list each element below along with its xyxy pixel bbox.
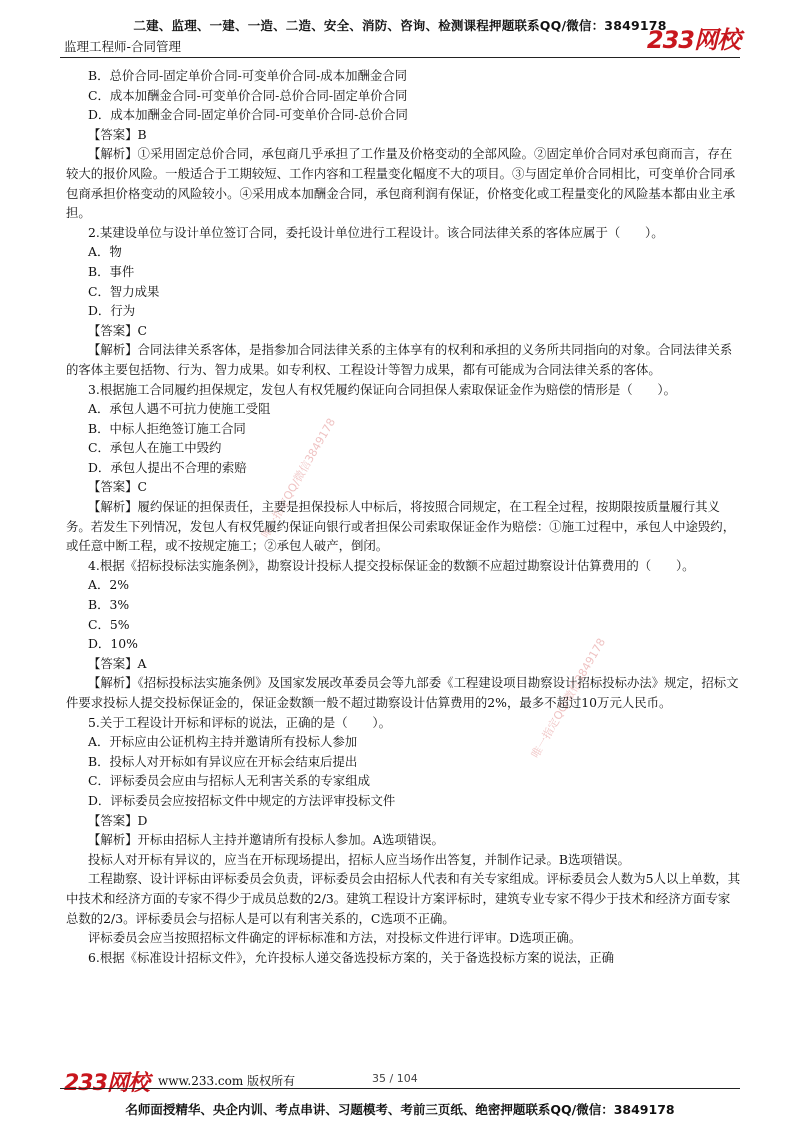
q1-answer: 【答案】B [88, 126, 147, 142]
q1-option-c: C．成本加酬金合同-可变单价合同-总价合同-固定单价合同 [88, 87, 408, 103]
q2-answer: 【答案】C [88, 322, 148, 338]
watermark: 唯一指定QQ/微信3849178 [258, 416, 339, 541]
q3-option-c: C．承包人在施工中毁约 [88, 440, 222, 456]
page-number: 35 / 104 [372, 1072, 418, 1085]
footer-site-copyright[interactable]: www.233.com 版权所有 [158, 1074, 296, 1088]
brand-logo: 233网校 [646, 26, 740, 54]
q3-option-b: B．中标人拒绝签订施工合同 [88, 420, 246, 436]
q4-option-b: B．3% [88, 597, 130, 613]
q2-option-d: D．行为 [88, 303, 136, 319]
header-promo-line: 二建、监理、一建、一造、二造、安全、消防、咨询、检测课程押题联系QQ/微信：3849178 [133, 18, 667, 33]
page-content [66, 66, 741, 967]
q1-analysis: 【解析】①采用固定总价合同，承包商几乎承担了工作量及价格变动的全部风险。②固定单价合同对承包商而言，存在较大的报价风险。一般适合于工期较短、工作内容和工程量变化幅度不大的项目。③与固定单价合同相比，可变单价合同承包商承担价格变动的风险较小。④采用成本加酬金合同，承包商利润有保证，价格变化或工程量变化的风险基本都由业主承担。 [66, 146, 736, 221]
q5-analysis-1: 【解析】开标由招标人主持并邀请所有投标人参加。A选项错误。 [88, 832, 444, 848]
q5-answer: 【答案】D [88, 812, 148, 828]
q3-option-d: D．承包人提出不合理的索赔 [88, 459, 247, 475]
q4-answer: 【答案】A [88, 655, 147, 671]
q5-stem: 5.关于工程设计开标和评标的说法，正确的是（ ）。 [88, 714, 391, 730]
q5-analysis-4: 评标委员会应当按照招标文件确定的评标标准和方法，对投标文件进行评审。D选项正确。 [88, 930, 582, 946]
q5-analysis-3: 工程勘察、设计评标由评标委员会负责，评标委员会由招标人代表和有关专家组成。评标委员会人数为5人以上单数，其中技术和经济方面的专家不得少于成员总数的2/3。建筑工程设计方案评标时，建筑专业专家不得少于技术和经济方面专家总数的2/3。评标委员会与招标人是可以有利害关系的，C选项不正确。 [66, 871, 741, 926]
q4-analysis: 【解析】《招标投标法实施条例》及国家发展改革委员会等九部委《工程建设项目勘察设计招标投标办法》规定，招标文件要求投标人提交投标保证金的，保证金数额一般不超过勘察设计估算费用的2%，最多不超过10万元人民币。 [66, 675, 739, 710]
header-divider [60, 57, 740, 58]
footer-divider [60, 1088, 740, 1089]
q5-option-d: D．评标委员会应按招标文件中规定的方法评审投标文件 [88, 792, 396, 808]
q2-stem: 2.某建设单位与设计单位签订合同，委托设计单位进行工程设计。该合同法律关系的客体应属于（ ）。 [88, 224, 664, 240]
q2-option-a: A．物 [88, 244, 122, 260]
q4-option-a: A．2% [88, 577, 129, 593]
q3-analysis: 【解析】履约保证的担保责任，主要是担保投标人中标后，将按照合同规定，在工程全过程，按期限按质量履行其义务。若发生下列情况，发包人有权凭履约保证向银行或者担保公司索取保证金作为赔偿：①施工过程中，承包人中途毁约，或任意中断工程，或不按规定施工；②承包人破产，倒闭。 [66, 499, 736, 554]
q5-analysis-2: 投标人对开标有异议的，应当在开标现场提出，招标人应当场作出答复，并制作记录。B选项错误。 [88, 851, 630, 867]
q3-option-a: A．承包人遇不可抗力使施工受阻 [88, 401, 271, 417]
q1-option-d: D．成本加酬金合同-固定单价合同-可变单价合同-总价合同 [88, 107, 408, 123]
q2-analysis: 【解析】合同法律关系客体，是指参加合同法律关系的主体享有的权利和承担的义务所共同指向的对象。合同法律关系的客体主要包括物、行为、智力成果。如专利权、工程设计等智力成果，都有可能成为合同法律关系的客体。 [66, 342, 733, 377]
q4-option-d: D．10% [88, 636, 138, 652]
q4-option-c: C．5% [88, 616, 130, 632]
q3-stem: 3.根据施工合同履约担保规定，发包人有权凭履约保证向合同担保人索取保证金作为赔偿的情形是（ ）。 [88, 381, 676, 397]
footer-promo-line: 名师面授精华、央企内训、考点串讲、习题模考、考前三页纸、绝密押题联系QQ/微信：3849178 [125, 1102, 675, 1117]
footer-logo: 233网校 [64, 1071, 149, 1096]
q2-option-b: B．事件 [88, 263, 135, 279]
q3-answer: 【答案】C [88, 479, 148, 495]
watermark: 唯一指定QQ/微信3849178 [528, 636, 609, 761]
document-subtitle: 监理工程师-合同管理 [64, 39, 182, 54]
q1-option-b: B．总价合同-固定单价合同-可变单价合同-成本加酬金合同 [88, 68, 408, 83]
q5-option-a: A．开标应由公证机构主持并邀请所有投标人参加 [88, 734, 358, 750]
q4-stem: 4.根据《招标投标法实施条例》，勘察设计投标人提交投标保证金的数额不应超过勘察设计估算费用的（ ）。 [88, 557, 695, 573]
q6-stem: 6.根据《标准设计招标文件》，允许投标人递交备选投标方案的，关于备选投标方案的说法，正确 [88, 949, 615, 965]
q5-option-c: C．评标委员会应由与招标人无利害关系的专家组成 [88, 773, 371, 789]
q2-option-c: C．智力成果 [88, 283, 160, 299]
q5-option-b: B．投标人对开标如有异议应在开标会结束后提出 [88, 753, 358, 769]
